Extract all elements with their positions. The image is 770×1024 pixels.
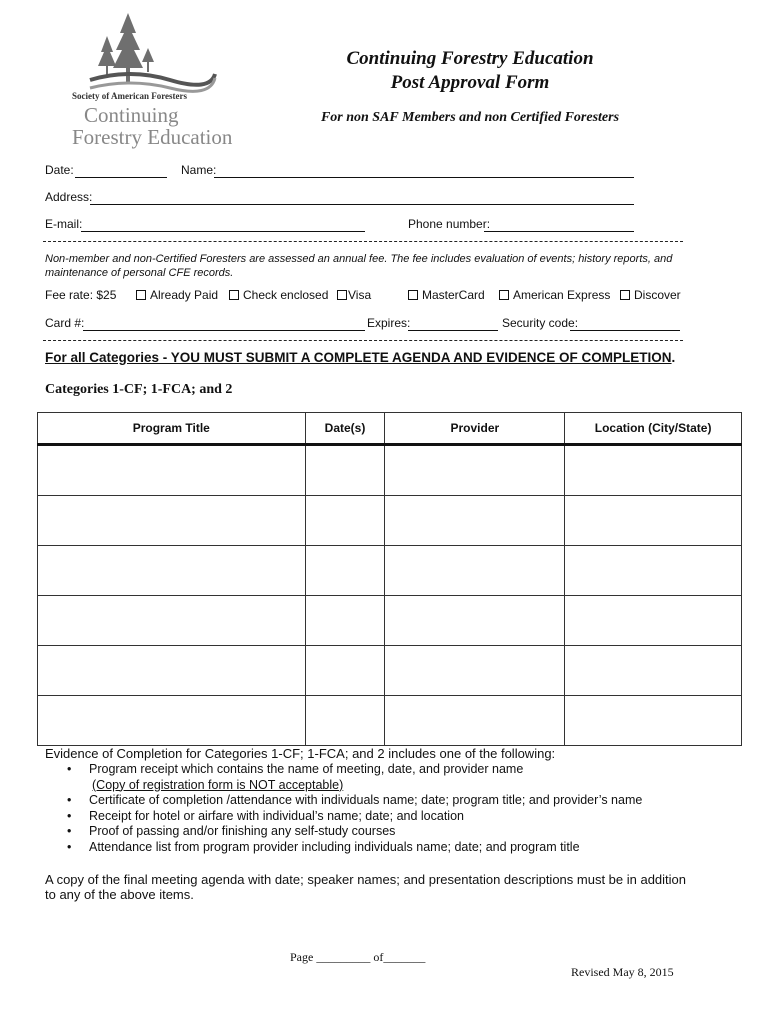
table-cell[interactable] <box>565 646 742 696</box>
list-item: • Receipt for hotel or airfare with individual’s name; date; and location <box>67 808 464 823</box>
checkbox-icon[interactable] <box>337 290 347 300</box>
list-item: • Certificate of completion /attendance with individuals name; date; program title; and provider’s name <box>67 793 643 807</box>
bullet-icon: • <box>67 793 72 807</box>
bullet-icon: • <box>67 808 72 823</box>
table-cell[interactable] <box>385 445 565 496</box>
mastercard-option[interactable]: MasterCard <box>408 288 485 302</box>
table-row <box>38 696 742 746</box>
visa-option[interactable]: Visa <box>337 288 371 302</box>
card-label: Card #: <box>45 316 85 330</box>
table-cell[interactable] <box>305 445 385 496</box>
security-label: Security code: <box>502 316 579 330</box>
table-cell[interactable] <box>38 496 306 546</box>
table-cell[interactable] <box>305 546 385 596</box>
table-cell[interactable] <box>385 696 565 746</box>
col-program-title: Program Title <box>38 413 306 445</box>
card-field[interactable] <box>83 318 365 331</box>
table-cell[interactable] <box>385 546 565 596</box>
col-location: Location (City/State) <box>565 413 742 445</box>
bullet-icon: • <box>67 824 72 838</box>
logo-name-1: Continuing <box>84 103 179 127</box>
revised-date: Revised May 8, 2015 <box>571 965 674 979</box>
table-cell[interactable] <box>565 496 742 546</box>
email-field[interactable] <box>81 219 365 232</box>
evidence-list <box>45 762 725 855</box>
table-header-row <box>38 413 742 445</box>
copy-note-1: A copy of the final meeting agenda with date; speaker names; and presentation descriptions must be in addition <box>45 872 687 887</box>
table-cell[interactable] <box>38 546 306 596</box>
list-item: • Proof of passing and/or finishing any self-study courses <box>67 824 396 838</box>
list-item: (Copy of registration form is NOT acceptable) <box>92 777 344 792</box>
discover-option[interactable]: Discover <box>620 288 681 302</box>
phone-field[interactable] <box>484 219 634 232</box>
checkbox-icon[interactable] <box>408 290 418 300</box>
date-field[interactable] <box>75 165 167 178</box>
table-cell[interactable] <box>565 445 742 496</box>
table-cell[interactable] <box>565 546 742 596</box>
expires-label: Expires: <box>367 316 411 330</box>
table-row <box>38 646 742 696</box>
table-cell[interactable] <box>38 596 306 646</box>
table-cell[interactable] <box>38 445 306 496</box>
expires-field[interactable] <box>408 318 498 331</box>
table-row <box>38 546 742 596</box>
list-item: • Program receipt which contains the name of meeting, date, and provider name <box>67 762 524 776</box>
page-title-2: Post Approval Form <box>390 72 550 93</box>
address-label: Address: <box>45 190 93 204</box>
table-row <box>38 596 742 646</box>
table-cell[interactable] <box>385 496 565 546</box>
fee-note: Non-member and non-Certified Foresters are assessed an annual fee. The fee includes evaluation of events; history reports, and maintenance of personal CFE records. <box>45 253 673 279</box>
amex-option[interactable]: American Express <box>499 288 610 302</box>
table-cell[interactable] <box>38 646 306 696</box>
table-cell[interactable] <box>565 696 742 746</box>
phone-label: Phone number: <box>408 217 491 231</box>
table-cell[interactable] <box>305 496 385 546</box>
name-field[interactable] <box>214 165 634 178</box>
table-cell[interactable] <box>565 596 742 646</box>
copy-note-2: to any of the above items. <box>45 887 194 902</box>
evidence-intro: Evidence of Completion for Categories 1-CF; 1-FCA; and 2 includes one of the following: <box>45 746 556 761</box>
program-table <box>37 412 742 746</box>
divider <box>43 340 683 341</box>
col-provider: Provider <box>385 413 565 445</box>
list-item: • Attendance list from program provider including individuals name; date; and program title <box>67 839 580 854</box>
table-cell[interactable] <box>385 646 565 696</box>
date-label: Date: <box>45 163 74 177</box>
table-cell[interactable] <box>305 696 385 746</box>
page-subtitle: For non SAF Members and non Certified Foresters <box>320 110 620 125</box>
already-paid-option[interactable]: Already Paid <box>136 288 218 302</box>
tree-icon <box>70 8 270 93</box>
page-title: Continuing Forestry Education <box>346 48 594 69</box>
categories-notice: For all Categories - YOU MUST SUBMIT A COMPLETE AGENDA AND EVIDENCE OF COMPLETION. <box>45 350 676 365</box>
fee-rate: Fee rate: $25 <box>45 288 117 302</box>
email-label: E-mail: <box>45 217 83 231</box>
bullet-icon: • <box>67 839 72 854</box>
checkbox-icon[interactable] <box>136 290 146 300</box>
checkbox-icon[interactable] <box>229 290 239 300</box>
saf-logo <box>70 8 270 148</box>
table-cell[interactable] <box>385 596 565 646</box>
security-field[interactable] <box>570 318 680 331</box>
checkbox-icon[interactable] <box>620 290 630 300</box>
address-field[interactable] <box>90 192 634 205</box>
table-cell[interactable] <box>305 646 385 696</box>
bullet-icon: • <box>67 762 72 776</box>
table-cell[interactable] <box>305 596 385 646</box>
check-enclosed-option[interactable]: Check enclosed <box>229 288 328 302</box>
col-dates: Date(s) <box>305 413 385 445</box>
logo-org: Society of American Foresters <box>72 91 188 101</box>
logo-name-2: Forestry Education <box>72 125 233 149</box>
categories-heading: Categories 1-CF; 1-FCA; and 2 <box>45 382 233 397</box>
table-row <box>38 496 742 546</box>
table-cell[interactable] <box>38 696 306 746</box>
table-row <box>38 445 742 496</box>
checkbox-icon[interactable] <box>499 290 509 300</box>
page-number: Page _________ of_______ <box>290 950 426 964</box>
name-label: Name: <box>181 163 217 177</box>
divider <box>43 241 683 242</box>
